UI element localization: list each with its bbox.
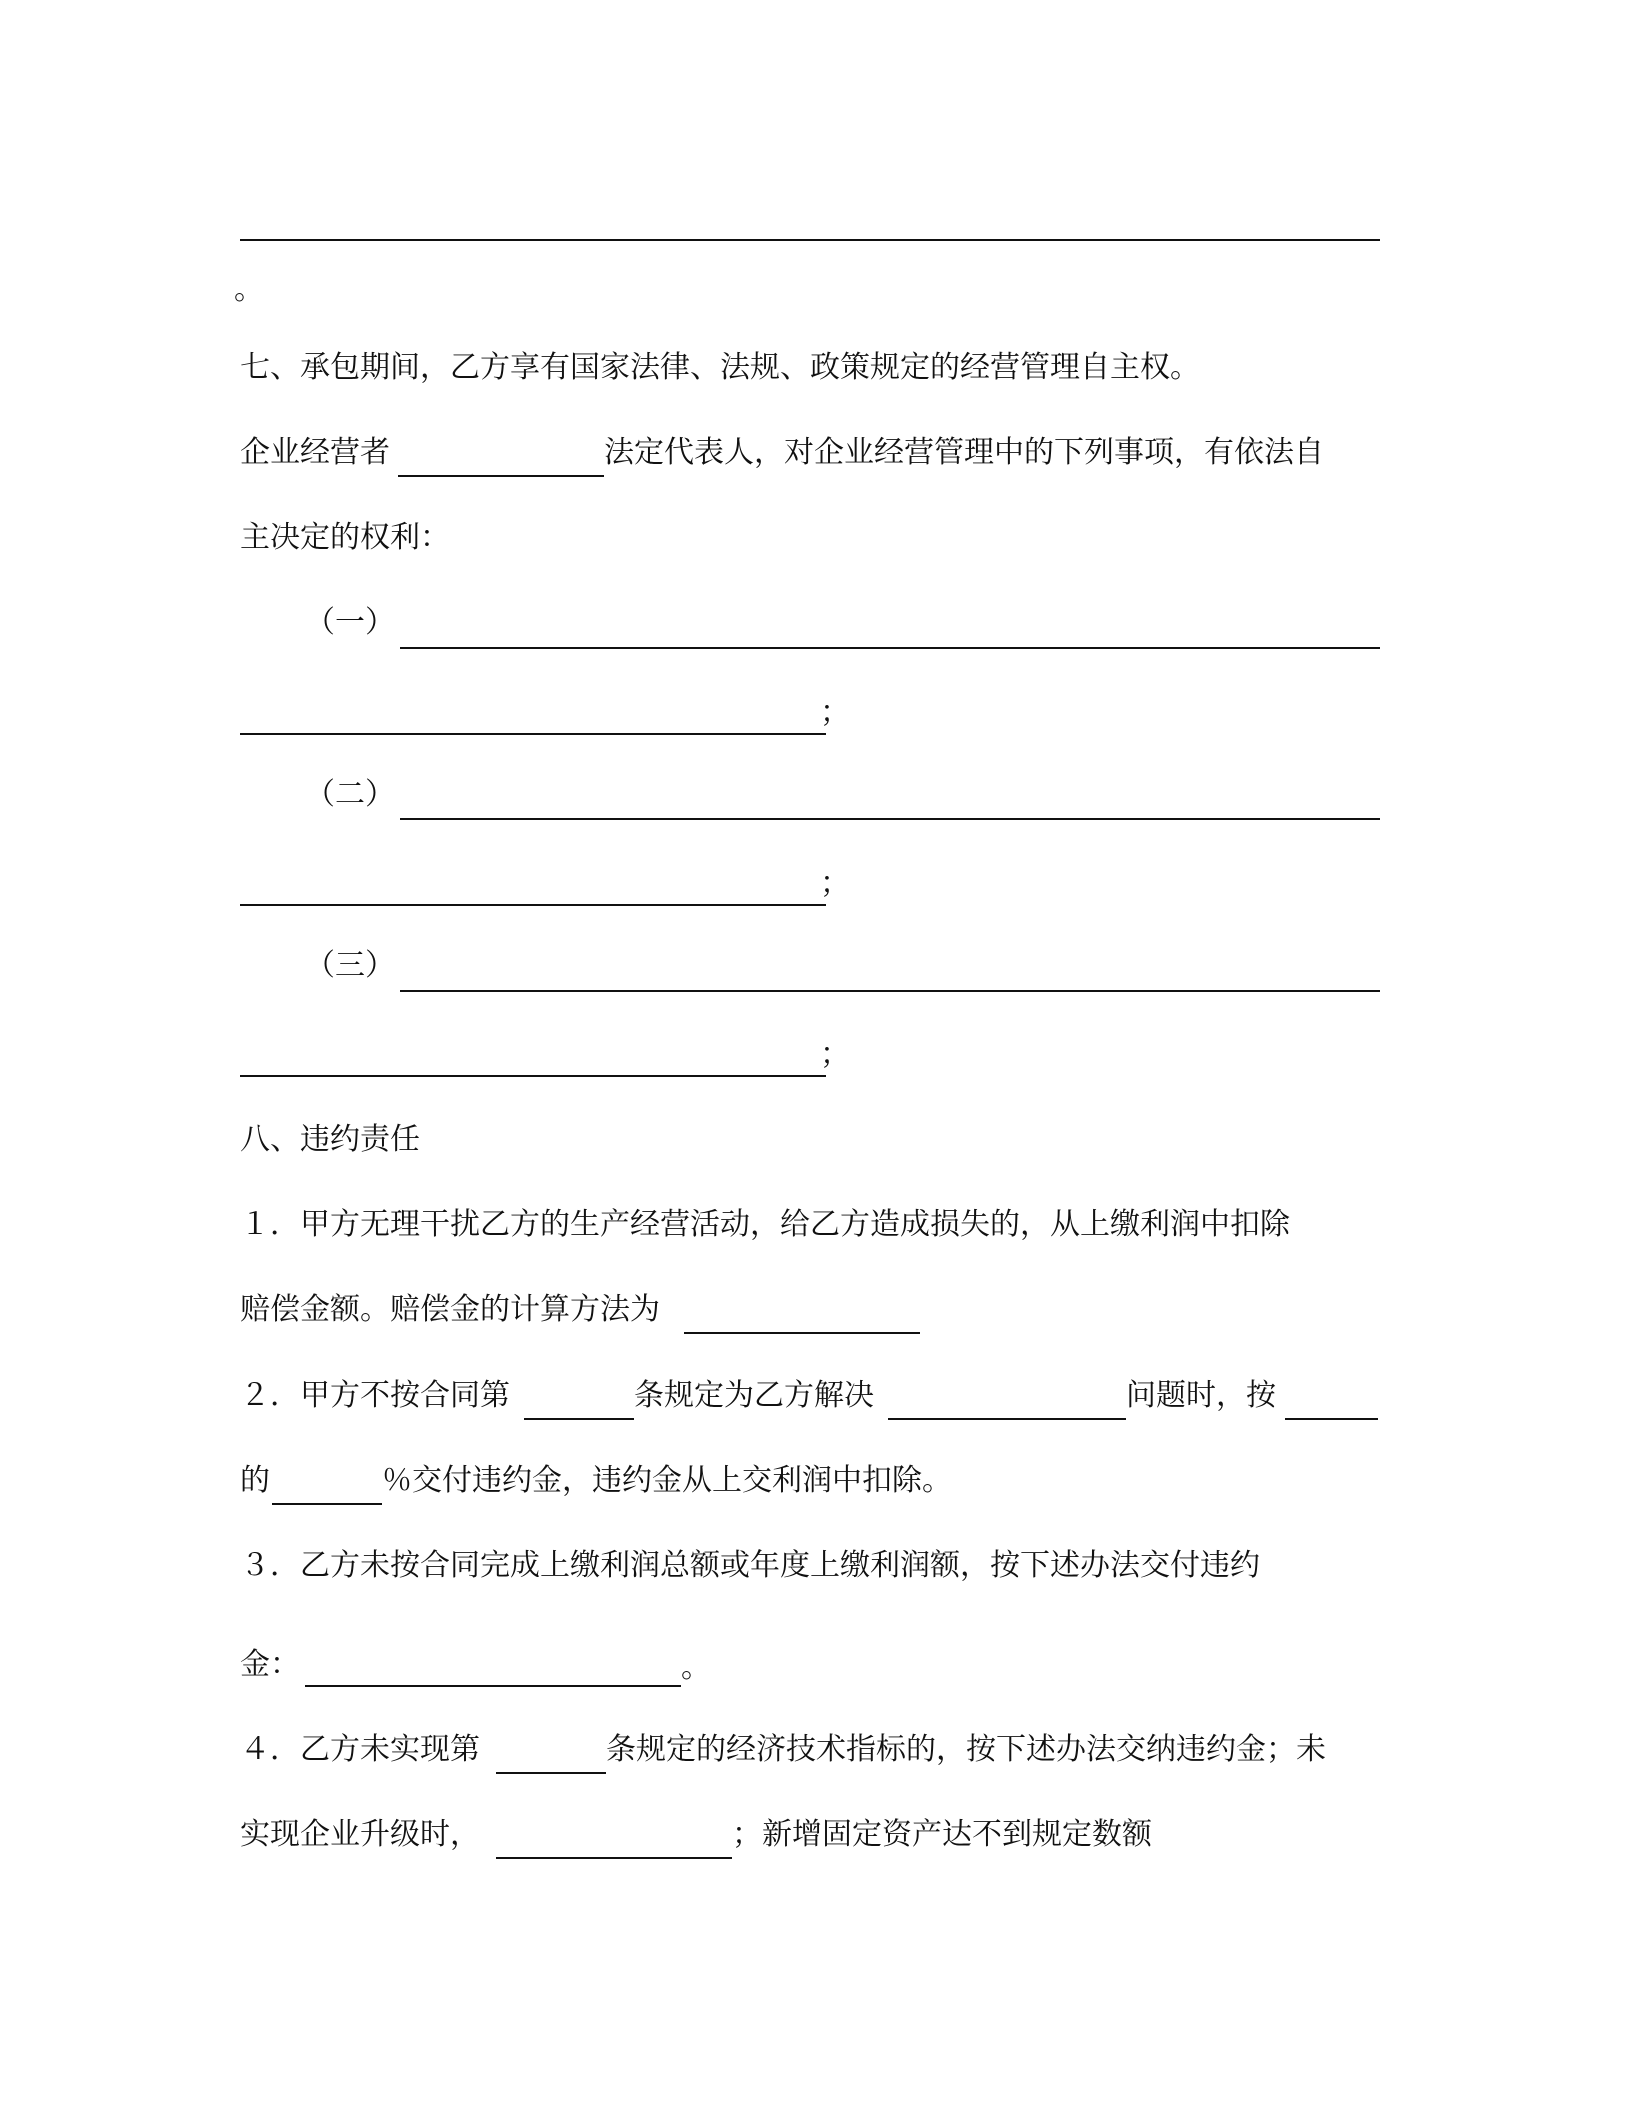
clause-8-item-1: １．甲方无理干扰乙方的生产经营活动，给乙方造成损失的，从上缴利润中扣除 — [240, 1207, 1290, 1242]
blank-compensation-method[interactable] — [684, 1332, 920, 1334]
clause-8-item-3: 金： — [240, 1647, 300, 1682]
blank-clause-number[interactable] — [524, 1418, 634, 1420]
item-label: （一） — [305, 605, 395, 640]
blank-line-continuation[interactable] — [240, 239, 1380, 241]
clause-8-item-4: ４．乙方未实现第 — [240, 1732, 480, 1767]
clause-8-item-2: ２．甲方不按合同第 — [240, 1378, 510, 1413]
clause-7-heading: 七、承包期间，乙方享有国家法律、法规、政策规定的经营管理自主权。 — [240, 350, 1200, 385]
item-end: ； — [820, 866, 850, 901]
clause-8-item-2: 条规定为乙方解决 — [634, 1378, 874, 1413]
blank-percentage[interactable] — [272, 1503, 382, 1505]
blank-basis[interactable] — [1285, 1418, 1378, 1420]
clause-8-item-2: 的 — [240, 1463, 270, 1498]
blank-issue[interactable] — [888, 1418, 1126, 1420]
item-end: ； — [820, 695, 850, 730]
clause-8-item-3: ３．乙方未按合同完成上缴利润总额或年度上缴利润额，按下述办法交付违约 — [240, 1548, 1260, 1583]
clause-8-item-2: 问题时，按 — [1126, 1378, 1276, 1413]
clause-8-item-4: ；新增固定资产达不到规定数额 — [732, 1817, 1152, 1852]
blank-line-item-1[interactable] — [400, 647, 1380, 649]
clause-8-item-2: ％交付违约金，违约金从上交利润中扣除。 — [382, 1463, 952, 1498]
blank-line-item-2[interactable] — [400, 818, 1380, 820]
clause-8-item-4: 实现企业升级时， — [240, 1817, 480, 1852]
clause-7-text: 企业经营者 — [240, 435, 390, 470]
blank-line-item-3[interactable] — [400, 990, 1380, 992]
clause-7-text: 法定代表人，对企业经营管理中的下列事项，有依法自 — [604, 435, 1324, 470]
blank-operator-name[interactable] — [398, 475, 604, 477]
item-label: （二） — [305, 777, 395, 812]
blank-clause-number[interactable] — [496, 1772, 606, 1774]
clause-8-heading: 八、违约责任 — [240, 1122, 420, 1157]
blank-upgrade-penalty[interactable] — [496, 1857, 732, 1859]
period-mark: 。 — [234, 272, 264, 307]
blank-line-item-1-cont[interactable] — [240, 733, 826, 735]
blank-line-item-2-cont[interactable] — [240, 904, 826, 906]
item-end: ； — [820, 1037, 850, 1072]
clause-8-item-3: 。 — [681, 1650, 711, 1685]
item-label: （三） — [305, 948, 395, 983]
clause-8-item-4: 条规定的经济技术指标的，按下述办法交纳违约金；未 — [606, 1732, 1326, 1767]
clause-8-item-1: 赔偿金额。赔偿金的计算方法为 — [240, 1292, 660, 1327]
clause-7-text: 主决定的权利： — [240, 520, 450, 555]
blank-penalty-method[interactable] — [305, 1685, 681, 1687]
blank-line-item-3-cont[interactable] — [240, 1075, 826, 1077]
